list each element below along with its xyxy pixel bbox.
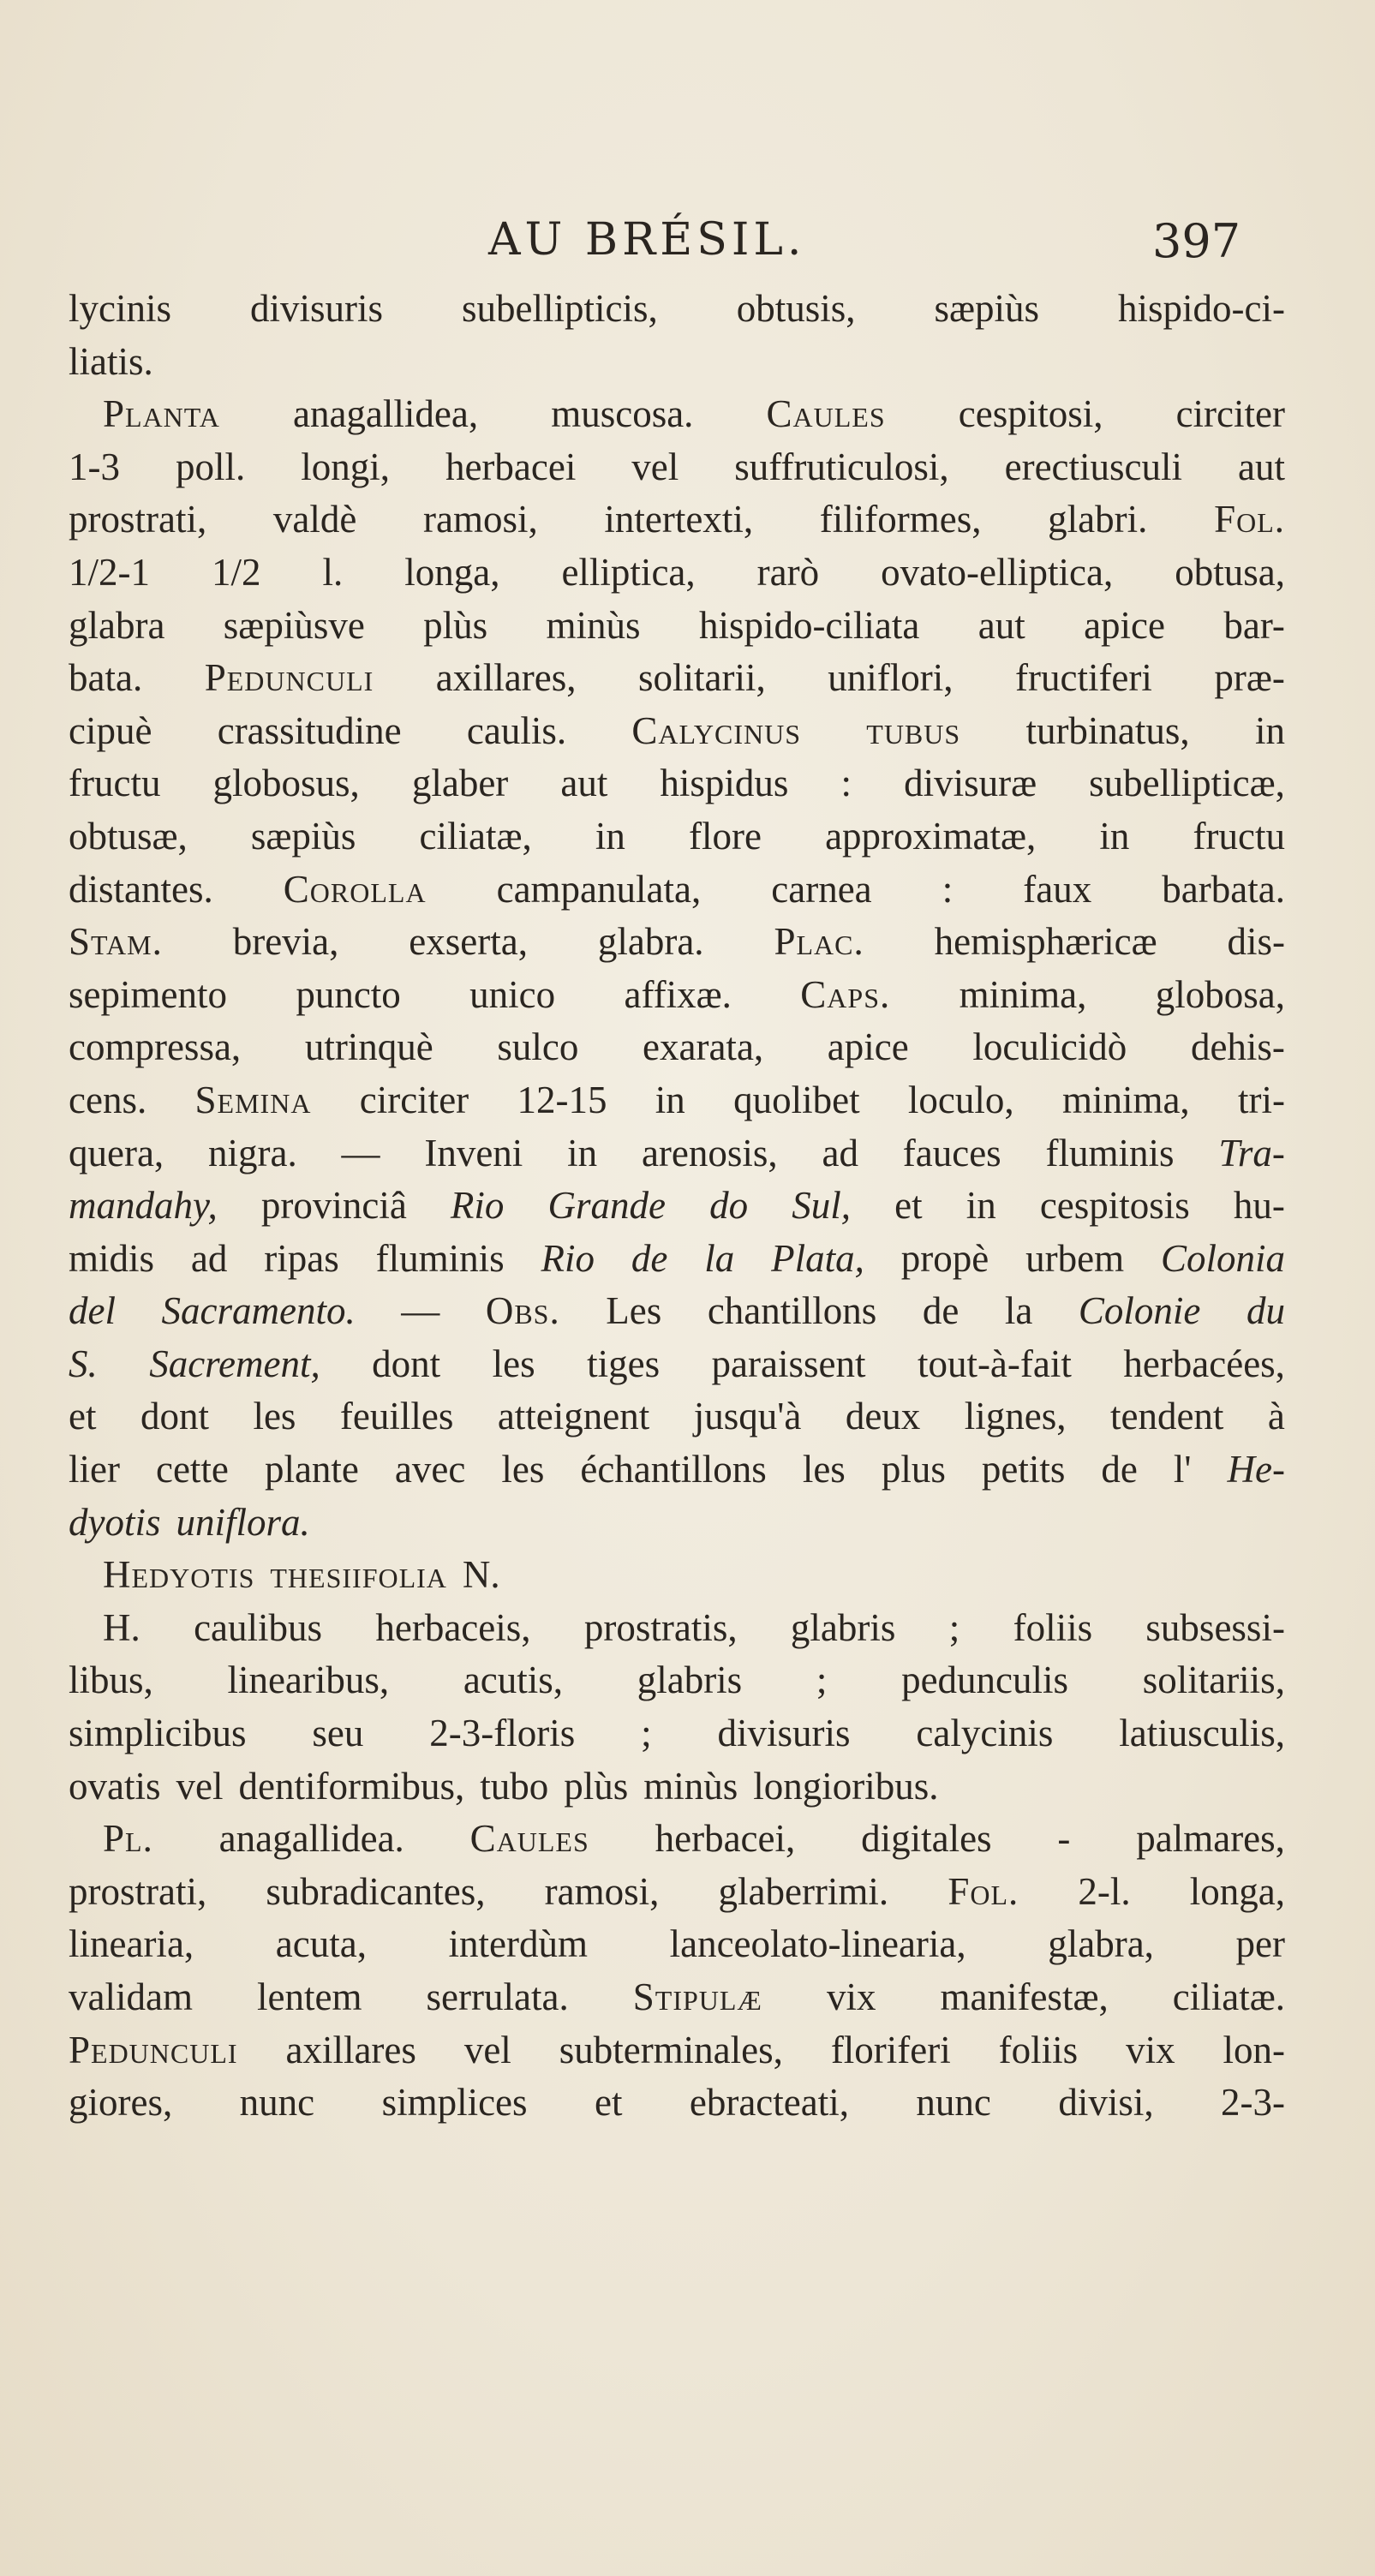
word: lon- xyxy=(1223,2028,1285,2071)
word: sæpiùs xyxy=(934,287,1040,330)
word: la xyxy=(704,1236,735,1280)
word: dont xyxy=(372,1342,441,1385)
word: 12-15 xyxy=(517,1078,607,1121)
word: divisuris xyxy=(717,1712,851,1755)
word: chantillons xyxy=(707,1289,877,1333)
word: do xyxy=(709,1184,749,1228)
text-line xyxy=(69,1390,1285,1443)
word: 2-3-floris xyxy=(429,1712,576,1755)
word: glaberrimi. xyxy=(718,1869,889,1913)
word: glabris xyxy=(637,1659,743,1702)
word: acutis, xyxy=(463,1659,564,1702)
word: obtusis, xyxy=(736,287,856,330)
page-number: 397 xyxy=(1152,214,1241,268)
word: Calycinus xyxy=(631,708,801,752)
word: urbem xyxy=(1025,1236,1125,1280)
word: apice xyxy=(1084,603,1165,647)
word: Tra- xyxy=(1218,1131,1285,1174)
word: feuilles xyxy=(339,1395,454,1438)
word: avec xyxy=(394,1448,466,1491)
word: caulibus xyxy=(194,1605,323,1649)
word: arenosis, xyxy=(641,1131,778,1174)
word: foliis xyxy=(998,2028,1079,2071)
word: mandahy, xyxy=(69,1184,218,1228)
word: lignes, xyxy=(964,1395,1067,1438)
word: Colonie xyxy=(1078,1289,1201,1333)
word: échantillons xyxy=(580,1448,767,1491)
word: libus, xyxy=(69,1659,153,1702)
word: plùs xyxy=(423,603,488,647)
word: calycinis xyxy=(916,1712,1054,1755)
word: Hedyotis xyxy=(103,1553,255,1597)
word: turbinatus, xyxy=(1025,708,1190,752)
text-line xyxy=(69,1760,1285,1814)
word: cespitosi, xyxy=(958,392,1103,436)
word: in xyxy=(655,1078,685,1121)
word: valdè xyxy=(272,498,357,541)
word: loculo, xyxy=(907,1078,1014,1121)
word: aut xyxy=(560,762,608,805)
word: glabris xyxy=(790,1605,896,1649)
text-line xyxy=(69,1127,1285,1180)
word: 1-3 xyxy=(69,445,120,488)
word: anagallidea, xyxy=(292,392,479,436)
text-line xyxy=(69,1549,1285,1602)
text-line xyxy=(69,1338,1285,1391)
word: tri- xyxy=(1238,1078,1285,1121)
word: minùs xyxy=(643,1764,738,1808)
word: poll. xyxy=(175,445,246,488)
word: vel xyxy=(176,1764,224,1808)
word: quolibet xyxy=(733,1078,860,1121)
word: filiformes, xyxy=(819,498,982,541)
word: : xyxy=(942,867,954,911)
word: subellipticis, xyxy=(462,287,658,330)
word: Obs. xyxy=(485,1289,560,1333)
word: Grande xyxy=(547,1184,666,1228)
word: Sacrement, xyxy=(149,1342,320,1385)
word: S. xyxy=(69,1342,98,1385)
text-line xyxy=(69,388,1285,441)
word: subterminales, xyxy=(559,2028,783,2071)
word: glabra xyxy=(69,603,165,647)
text-line xyxy=(69,547,1285,600)
word: crassitudine xyxy=(217,708,402,752)
word: elliptica, xyxy=(561,550,696,594)
word: fructiferi xyxy=(1015,656,1152,700)
text-line xyxy=(69,2024,1285,2077)
word: ripas xyxy=(264,1236,339,1280)
text-line xyxy=(69,810,1285,864)
word: : xyxy=(840,762,852,805)
word: intertexti, xyxy=(604,498,754,541)
word: vix xyxy=(1126,2028,1175,2071)
word: aut xyxy=(1238,445,1285,488)
word: longi, xyxy=(301,445,390,488)
word: uniflori, xyxy=(828,656,954,700)
word: exserta, xyxy=(409,920,528,964)
word: la xyxy=(1004,1289,1033,1333)
word: Pedunculi xyxy=(204,656,374,700)
text-line xyxy=(69,1180,1285,1233)
word: prostratis, xyxy=(583,1605,738,1649)
word: lentem xyxy=(257,1975,362,2018)
word: subradicantes, xyxy=(266,1869,486,1913)
text-line xyxy=(69,705,1285,758)
word: campanulata, xyxy=(496,867,702,911)
word: et xyxy=(894,1184,923,1228)
word: glabra, xyxy=(1048,1922,1154,1966)
text-line xyxy=(69,1233,1285,1286)
word: vix xyxy=(826,1975,876,2018)
word: in xyxy=(1099,814,1130,858)
word: circiter xyxy=(1175,392,1285,436)
word: paraissent xyxy=(711,1342,866,1385)
word: Colonia xyxy=(1160,1236,1285,1280)
word: N. xyxy=(462,1553,500,1597)
word: glaber xyxy=(411,762,509,805)
word: longioribus. xyxy=(753,1764,939,1808)
word: nunc xyxy=(916,2081,991,2125)
word: ramosi, xyxy=(544,1869,660,1913)
word: unico xyxy=(469,972,556,1016)
word: sæpiùsve xyxy=(223,603,365,647)
word: H. xyxy=(103,1605,140,1649)
word: affixæ. xyxy=(624,972,732,1016)
word: de xyxy=(631,1236,668,1280)
word: approximatæ, xyxy=(825,814,1037,858)
word: de xyxy=(1101,1448,1138,1491)
text-line xyxy=(69,864,1285,917)
word: tubus xyxy=(866,708,961,752)
word: nunc xyxy=(239,2081,315,2125)
word: herbacei, xyxy=(655,1817,796,1861)
word: obtusæ, xyxy=(69,814,188,858)
word: l' xyxy=(1173,1448,1192,1491)
word: flore xyxy=(689,814,762,858)
word: fluminis xyxy=(375,1236,505,1280)
word: erectiusculi xyxy=(1004,445,1183,488)
word: palmares, xyxy=(1136,1817,1285,1861)
word: minima, xyxy=(959,972,1087,1016)
word: del xyxy=(69,1289,116,1333)
word: anagallidea. xyxy=(218,1817,404,1861)
word: l. xyxy=(322,550,344,594)
text-line xyxy=(69,916,1285,969)
word: tendent xyxy=(1109,1395,1224,1438)
word: Rio xyxy=(450,1184,505,1228)
word: plùs xyxy=(564,1764,629,1808)
word: præ- xyxy=(1214,656,1285,700)
word: Sul, xyxy=(792,1184,851,1228)
word: les xyxy=(492,1342,535,1385)
word: in xyxy=(1254,708,1285,752)
word: hispido-ciliata xyxy=(698,603,920,647)
word: Inveni xyxy=(424,1131,523,1174)
word: digitales xyxy=(861,1817,992,1861)
word: ovato-elliptica, xyxy=(881,550,1114,594)
running-title: AU BRÉSIL. xyxy=(488,214,806,266)
word: les xyxy=(802,1448,846,1491)
word: ciliatæ. xyxy=(1172,1975,1285,2018)
word: — xyxy=(401,1289,440,1333)
word: Plac. xyxy=(774,920,864,964)
word: glabri. xyxy=(1048,498,1148,541)
word: 1/2-1 xyxy=(69,550,150,594)
word: Caules xyxy=(766,392,886,436)
word: linearia, xyxy=(69,1922,194,1966)
word: interdùm xyxy=(448,1922,588,1966)
text-line xyxy=(69,600,1285,653)
word: Corolla xyxy=(283,867,427,911)
text-line xyxy=(69,1918,1285,1971)
text-line xyxy=(69,1074,1285,1127)
word: bar- xyxy=(1223,603,1285,647)
word: pedunculis xyxy=(901,1659,1069,1702)
word: herbacées, xyxy=(1123,1342,1285,1385)
body-text xyxy=(69,283,1285,2130)
word: hispidus xyxy=(660,762,789,805)
word: ovatis xyxy=(69,1764,161,1808)
word: obtusa, xyxy=(1175,550,1285,594)
word: foliis xyxy=(1013,1605,1093,1649)
word: herbaceis, xyxy=(375,1605,531,1649)
word: lier xyxy=(69,1448,120,1491)
word: solitarii, xyxy=(638,656,766,700)
text-line xyxy=(69,1285,1285,1338)
word: de xyxy=(922,1289,960,1333)
word: validam xyxy=(69,1975,193,2018)
word: loculicidò xyxy=(972,1025,1127,1069)
word: les xyxy=(501,1448,545,1491)
word: vel xyxy=(631,445,679,488)
word: hispido-ci- xyxy=(1118,287,1285,330)
word: prostrati, xyxy=(69,1869,207,1913)
word: 1/2 xyxy=(211,550,261,594)
word: plus xyxy=(881,1448,946,1491)
word: faux xyxy=(1023,867,1092,911)
word: propè xyxy=(900,1236,989,1280)
word: Sacramento. xyxy=(161,1289,356,1333)
word: Planta xyxy=(103,392,220,436)
word: 2-l. xyxy=(1078,1869,1131,1913)
word: suffruticulosi, xyxy=(734,445,949,488)
word: Rio xyxy=(541,1236,595,1280)
word: et xyxy=(69,1395,97,1438)
word: tiges xyxy=(587,1342,661,1385)
word: jusqu'à xyxy=(693,1395,802,1438)
word: Stam. xyxy=(69,920,163,964)
word: ad xyxy=(190,1236,228,1280)
word: ad xyxy=(822,1131,858,1174)
word: sæpiùs xyxy=(250,814,356,858)
word: vel xyxy=(463,2028,511,2071)
word: ; xyxy=(816,1659,828,1702)
text-line xyxy=(69,757,1285,810)
word: Les xyxy=(606,1289,662,1333)
word: carnea xyxy=(771,867,872,911)
word: herbacei xyxy=(445,445,577,488)
word: cens. xyxy=(69,1078,147,1121)
word: compressa, xyxy=(69,1025,242,1069)
word: quera, xyxy=(69,1131,164,1174)
word: glabra. xyxy=(597,920,704,964)
word: subellipticæ, xyxy=(1089,762,1285,805)
word: sulco xyxy=(497,1025,579,1069)
word: divisuræ xyxy=(904,762,1037,805)
word: nigra. xyxy=(208,1131,297,1174)
text-line xyxy=(69,969,1285,1022)
word: ebracteati, xyxy=(689,2081,849,2125)
text-line xyxy=(69,2077,1285,2130)
word: muscosa. xyxy=(551,392,694,436)
word: longa, xyxy=(1189,1869,1285,1913)
word: linearibus, xyxy=(227,1659,390,1702)
text-line xyxy=(69,1866,1285,1919)
word: prostrati, xyxy=(69,498,207,541)
text-line xyxy=(69,652,1285,705)
word: puncto xyxy=(296,972,401,1016)
word: minima, xyxy=(1061,1078,1190,1121)
page-header xyxy=(0,214,1375,274)
text-line xyxy=(69,336,1285,389)
word: Fol. xyxy=(1214,498,1285,541)
word: fluminis xyxy=(1045,1131,1175,1174)
word: seu xyxy=(312,1712,364,1755)
word: ramosi, xyxy=(423,498,538,541)
word: acuta, xyxy=(275,1922,367,1966)
word: utrinquè xyxy=(304,1025,433,1069)
word: ; xyxy=(641,1712,652,1755)
word: dont xyxy=(140,1395,209,1438)
word: atteignent xyxy=(497,1395,650,1438)
word: du xyxy=(1246,1289,1285,1333)
word: manifestæ, xyxy=(940,1975,1109,2018)
word: provinciâ xyxy=(260,1184,407,1228)
word: hu- xyxy=(1233,1184,1285,1228)
word: cipuè xyxy=(69,708,152,752)
text-line xyxy=(69,1602,1285,1655)
word: brevia, xyxy=(232,920,339,964)
word: dehis- xyxy=(1190,1025,1285,1069)
word: deux xyxy=(845,1395,921,1438)
word: midis xyxy=(69,1236,155,1280)
word: simplices xyxy=(381,2081,528,2125)
word: les xyxy=(253,1395,296,1438)
word: serrulata. xyxy=(426,1975,569,2018)
word: Caps. xyxy=(800,972,891,1016)
text-line xyxy=(69,441,1285,494)
text-line xyxy=(69,1021,1285,1074)
word: He- xyxy=(1227,1448,1285,1491)
word: — xyxy=(341,1131,380,1174)
word: simplicibus xyxy=(69,1712,247,1755)
word: liatis. xyxy=(69,339,153,383)
text-line xyxy=(69,1971,1285,2024)
word: thesiifolia xyxy=(270,1553,447,1597)
word: in xyxy=(567,1131,598,1174)
word: et xyxy=(594,2081,623,2125)
word: à xyxy=(1267,1395,1285,1438)
text-line xyxy=(69,1497,1285,1550)
word: dentiformibus, xyxy=(238,1764,465,1808)
word: floriferi xyxy=(830,2028,951,2071)
word: cette xyxy=(155,1448,229,1491)
word: tout-à-fait xyxy=(917,1342,1072,1385)
word: rarò xyxy=(756,550,820,594)
word: axillares xyxy=(285,2028,416,2071)
word: Stipulæ xyxy=(632,1975,762,2018)
word: hemisphæricæ xyxy=(934,920,1157,964)
word: globosus, xyxy=(212,762,360,805)
word: fructu xyxy=(69,762,161,805)
word: Semina xyxy=(194,1078,312,1121)
word: in xyxy=(595,814,625,858)
word: lanceolato-linearia, xyxy=(669,1922,966,1966)
word: subsessi- xyxy=(1145,1605,1285,1649)
word: apice xyxy=(827,1025,909,1069)
word: circiter xyxy=(359,1078,469,1121)
word: sepimento xyxy=(69,972,227,1016)
word: cespitosis xyxy=(1039,1184,1190,1228)
word: caulis. xyxy=(466,708,567,752)
word: barbata. xyxy=(1162,867,1285,911)
word: distantes. xyxy=(69,867,213,911)
word: 2-3- xyxy=(1221,2081,1285,2125)
word: lycinis xyxy=(69,287,171,330)
word: ; xyxy=(948,1605,960,1649)
word: axillares, xyxy=(435,656,577,700)
word: dyotis xyxy=(69,1500,161,1544)
word: fructu xyxy=(1193,814,1285,858)
word: solitariis, xyxy=(1142,1659,1285,1702)
word: per xyxy=(1235,1922,1285,1966)
text-line xyxy=(69,283,1285,336)
text-line xyxy=(69,1813,1285,1866)
word: giores, xyxy=(69,2081,173,2125)
text-line xyxy=(69,1654,1285,1707)
word: dis- xyxy=(1227,920,1285,964)
word: minùs xyxy=(546,603,641,647)
word: divisi, xyxy=(1058,2081,1154,2125)
word: bata. xyxy=(69,656,143,700)
word: Fol. xyxy=(948,1869,1019,1913)
word: Pedunculi xyxy=(69,2028,238,2071)
word: tubo xyxy=(480,1764,549,1808)
word: in xyxy=(965,1184,996,1228)
text-line xyxy=(69,493,1285,547)
text-line xyxy=(69,1707,1285,1760)
word: uniflora. xyxy=(176,1500,310,1544)
word: Pl. xyxy=(103,1817,153,1861)
word: plante xyxy=(264,1448,359,1491)
word: aut xyxy=(977,603,1025,647)
word: petits xyxy=(981,1448,1066,1491)
word: - xyxy=(1057,1817,1071,1861)
word: ciliatæ, xyxy=(419,814,532,858)
word: Caules xyxy=(469,1817,589,1861)
word: divisuris xyxy=(249,287,384,330)
word: fauces xyxy=(902,1131,1001,1174)
text-line xyxy=(69,1443,1285,1497)
word: globosa, xyxy=(1155,972,1285,1016)
word: exarata, xyxy=(643,1025,764,1069)
word: longa, xyxy=(404,550,500,594)
word: Plata, xyxy=(771,1236,864,1280)
word: latiusculis, xyxy=(1119,1712,1285,1755)
